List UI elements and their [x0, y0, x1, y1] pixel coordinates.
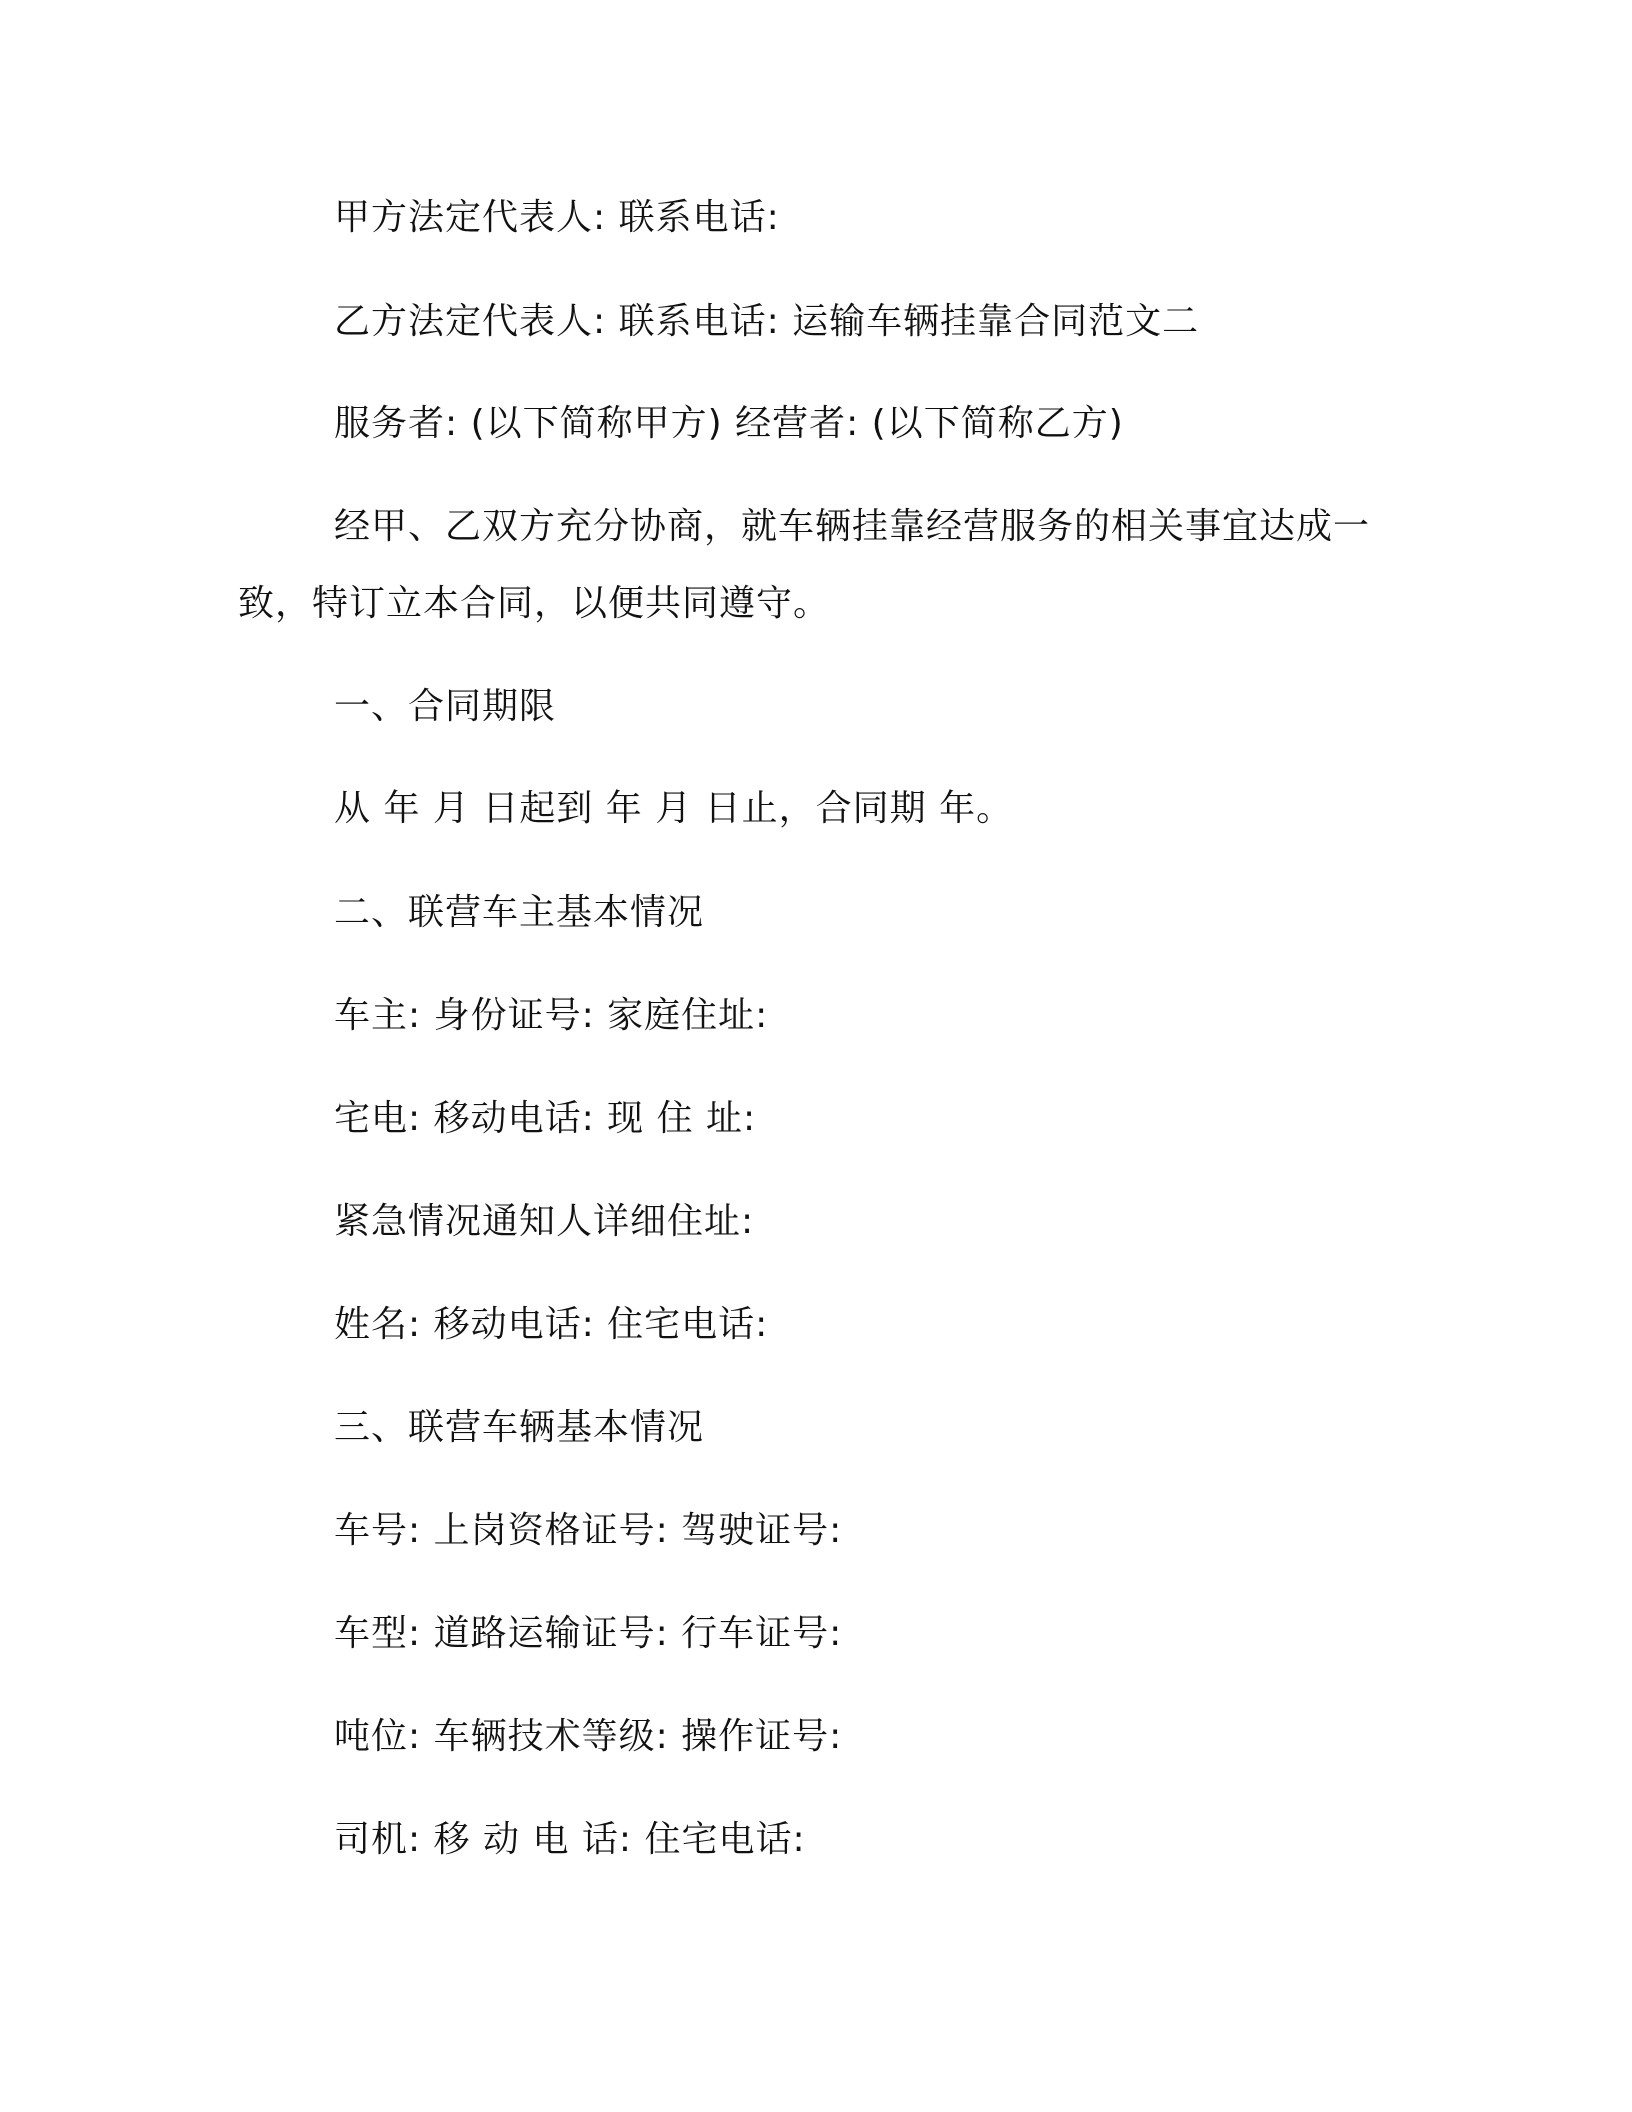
- vehicle-number-line: 车号: 上岗资格证号: 驾驶证号:: [334, 1510, 843, 1551]
- party-b-representative-line: 乙方法定代表人: 联系电话: 运输车辆挂靠合同范文二: [334, 301, 1200, 342]
- section-1-heading: 一、合同期限: [334, 686, 557, 727]
- section-2-heading: 二、联营车主基本情况: [334, 892, 705, 933]
- preamble-line-1: 经甲、乙双方充分协商，就车辆挂靠经营服务的相关事宜达成一: [334, 506, 1371, 547]
- service-parties-line: 服务者: (以下简称甲方) 经营者: (以下简称乙方): [334, 403, 1124, 444]
- preamble-line-2: 致，特订立本合同，以便共同遵守。: [238, 583, 831, 624]
- vehicle-tonnage-line: 吨位: 车辆技术等级: 操作证号:: [334, 1716, 843, 1757]
- owner-phone-line: 宅电: 移动电话: 现 住 址:: [334, 1098, 757, 1139]
- party-a-representative-line: 甲方法定代表人: 联系电话:: [334, 197, 780, 238]
- owner-info-line: 车主: 身份证号: 家庭住址:: [334, 995, 769, 1036]
- section-3-heading: 三、联营车辆基本情况: [334, 1407, 705, 1448]
- contract-term-line: 从 年 月 日起到 年 月 日止，合同期 年。: [334, 788, 1014, 829]
- emergency-contact-address-line: 紧急情况通知人详细住址:: [334, 1201, 755, 1242]
- vehicle-type-line: 车型: 道路运输证号: 行车证号:: [334, 1613, 843, 1654]
- driver-line: 司机: 移 动 电 话: 住宅电话:: [334, 1819, 806, 1860]
- emergency-contact-line: 姓名: 移动电话: 住宅电话:: [334, 1304, 769, 1345]
